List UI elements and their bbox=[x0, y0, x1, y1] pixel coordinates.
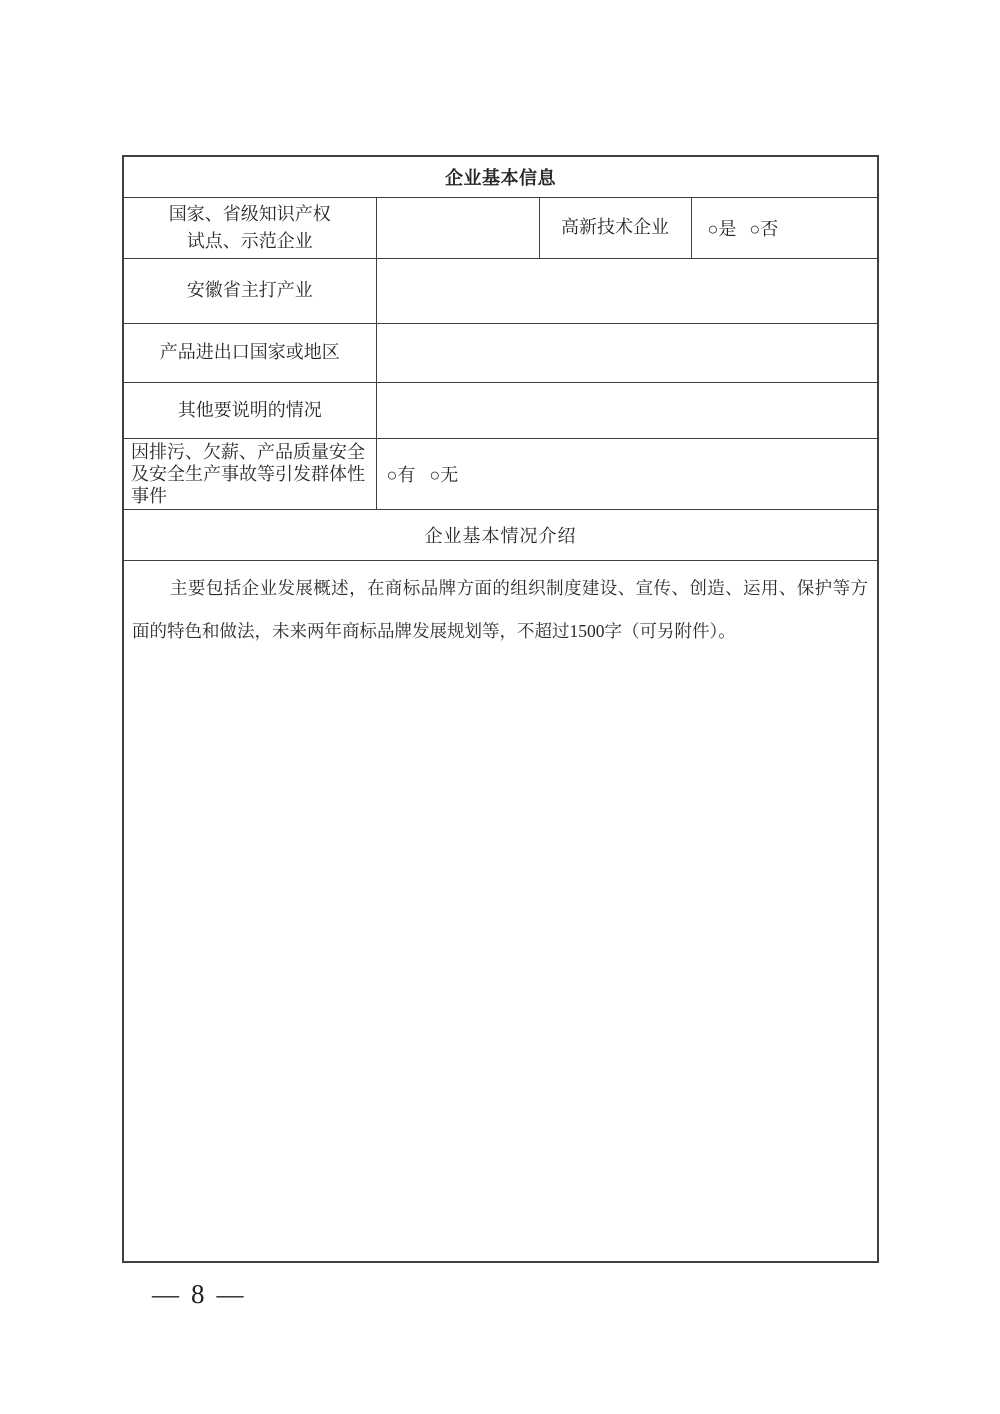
intro-body-row bbox=[123, 560, 878, 1262]
hightech-radio-cell bbox=[691, 197, 878, 258]
incident-radio-cell bbox=[376, 438, 878, 509]
footer-dash-left: — bbox=[152, 1279, 179, 1309]
table-title: 企业基本信息 bbox=[123, 156, 878, 197]
table-title-row bbox=[123, 156, 878, 197]
page-number: 8 bbox=[191, 1279, 205, 1309]
other-notes-label: 其他要说明的情况 bbox=[123, 382, 376, 438]
other-notes-row bbox=[123, 382, 878, 438]
hightech-enterprise-label: 高新技术企业 bbox=[539, 197, 691, 258]
intro-section-header: 企业基本情况介绍 bbox=[123, 509, 878, 560]
ip-pilot-label-line1: 国家、省级知识产权 bbox=[168, 203, 331, 224]
export-countries-row bbox=[123, 323, 878, 382]
main-industry-label: 安徽省主打产业 bbox=[123, 258, 376, 323]
main-industry-row bbox=[123, 258, 878, 323]
page-number-footer bbox=[152, 1279, 244, 1310]
enterprise-info-table bbox=[122, 155, 879, 1263]
intro-header-row bbox=[123, 509, 878, 560]
ip-pilot-label bbox=[123, 197, 376, 258]
incident-radio-option-none[interactable]: ○无 bbox=[429, 464, 459, 485]
hightech-radio-option-no[interactable]: ○否 bbox=[749, 218, 779, 239]
ip-pilot-row bbox=[123, 197, 878, 258]
incident-row bbox=[123, 438, 878, 509]
incident-radio-option-have[interactable]: ○有 bbox=[386, 464, 416, 485]
ip-pilot-value-cell[interactable] bbox=[376, 197, 539, 258]
export-countries-value-cell[interactable] bbox=[376, 323, 878, 382]
export-countries-label: 产品进出口国家或地区 bbox=[123, 323, 376, 382]
incident-label: 因排污、欠薪、产品质量安全及安全生产事故等引发群体性事件 bbox=[123, 438, 376, 509]
intro-body-cell[interactable] bbox=[123, 560, 878, 1262]
other-notes-value-cell[interactable] bbox=[376, 382, 878, 438]
intro-paragraph: 主要包括企业发展概述，在商标品牌方面的组织制度建设、宣传、创造、运用、保护等方面的特色和做法，未来两年商标品牌发展规划等，不超过1500字（可另附件）。 bbox=[132, 577, 868, 641]
ip-pilot-label-line2: 试点、示范企业 bbox=[186, 230, 313, 251]
main-industry-value-cell[interactable] bbox=[376, 258, 878, 323]
footer-dash-right: — bbox=[216, 1279, 244, 1309]
hightech-radio-option-yes[interactable]: ○是 bbox=[707, 218, 737, 239]
